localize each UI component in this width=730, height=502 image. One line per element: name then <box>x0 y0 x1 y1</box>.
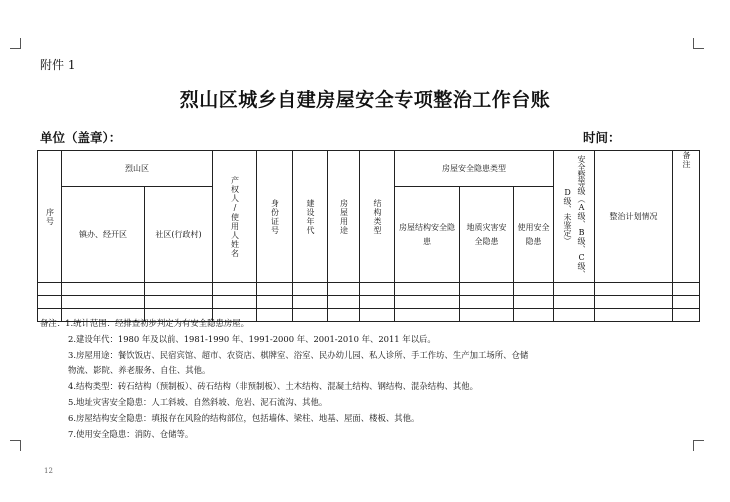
attachment-label: 附件 1 <box>40 58 76 72</box>
header-district: 烈山区 <box>62 151 213 187</box>
header-year: 建设年代 <box>293 151 328 283</box>
table-row <box>38 283 700 296</box>
table-row <box>38 296 700 309</box>
crop-mark-bottom-left <box>10 440 21 451</box>
header-id: 身份证号 <box>257 151 293 283</box>
header-plan: 整治计划情况 <box>595 151 673 283</box>
page-number: 12 <box>44 467 53 475</box>
note-line: 2.建设年代：1980 年及以前、1981-1990 年、1991-2000 年、2001-2010 年、2011 年以后。 <box>68 333 436 344</box>
header-hazard-use: 使用安全隐患 <box>514 187 554 283</box>
header-structure: 结构类型 <box>360 151 395 283</box>
document-title: 烈山区城乡自建房屋安全专项整治工作台账 <box>179 89 551 111</box>
unit-seal-label: 单位（盖章）： <box>40 130 122 145</box>
header-hazard-geo: 地质灾害安全隐患 <box>460 187 514 283</box>
note-line: 4.结构类型：砖石结构（预制板）、砖石结构（非预制板）、土木结构、混凝土结构、钢结构、混杂结构、其他。 <box>68 381 478 392</box>
header-town: 镇办、经开区 <box>62 187 145 283</box>
ledger-table <box>37 150 700 322</box>
note-line: 物流、影院、养老服务、自住、其他。 <box>68 365 211 376</box>
header-row-1 <box>38 151 700 187</box>
crop-mark-top-right <box>693 38 704 49</box>
header-level: 安全整等级（A级、B级、C级、D级、未鉴定） <box>554 151 595 283</box>
note-line: 7.使用安全隐患：消防、仓储等。 <box>68 428 194 439</box>
note-line: 5.地址灾害安全隐患：人工斜坡、自然斜坡、危岩、泥石流沟、其他。 <box>68 396 328 407</box>
note-line: 备注：1.统计范围：经排查初步判定为有安全隐患房屋。 <box>40 318 249 328</box>
note-line: 6.房屋结构安全隐患：填报存在风险的结构部位，包括墙体、梁柱、地基、屋面、楼板、其他。 <box>68 412 420 423</box>
notes-block <box>40 316 528 442</box>
header-note: 备注 <box>673 151 700 283</box>
header-village: 社区(行政村) <box>145 187 213 283</box>
crop-mark-top-left <box>10 38 21 49</box>
header-seq: 序号 <box>38 151 62 283</box>
time-label: 时间： <box>583 130 621 145</box>
header-owner: 产权人/使用人姓名 <box>213 151 257 283</box>
header-hazard-type: 房屋安全隐患类型 <box>395 151 554 187</box>
crop-mark-bottom-right <box>693 440 704 451</box>
note-line: 3.房屋用途：餐饮饭店、民宿宾馆、超市、农资店、棋牌室、浴室、民办幼儿园、私人诊所、手工作坊、生产加工场所、仓储 <box>68 349 529 360</box>
header-usage: 房屋用途 <box>328 151 360 283</box>
header-hazard-struct: 房屋结构安全隐患 <box>395 187 460 283</box>
